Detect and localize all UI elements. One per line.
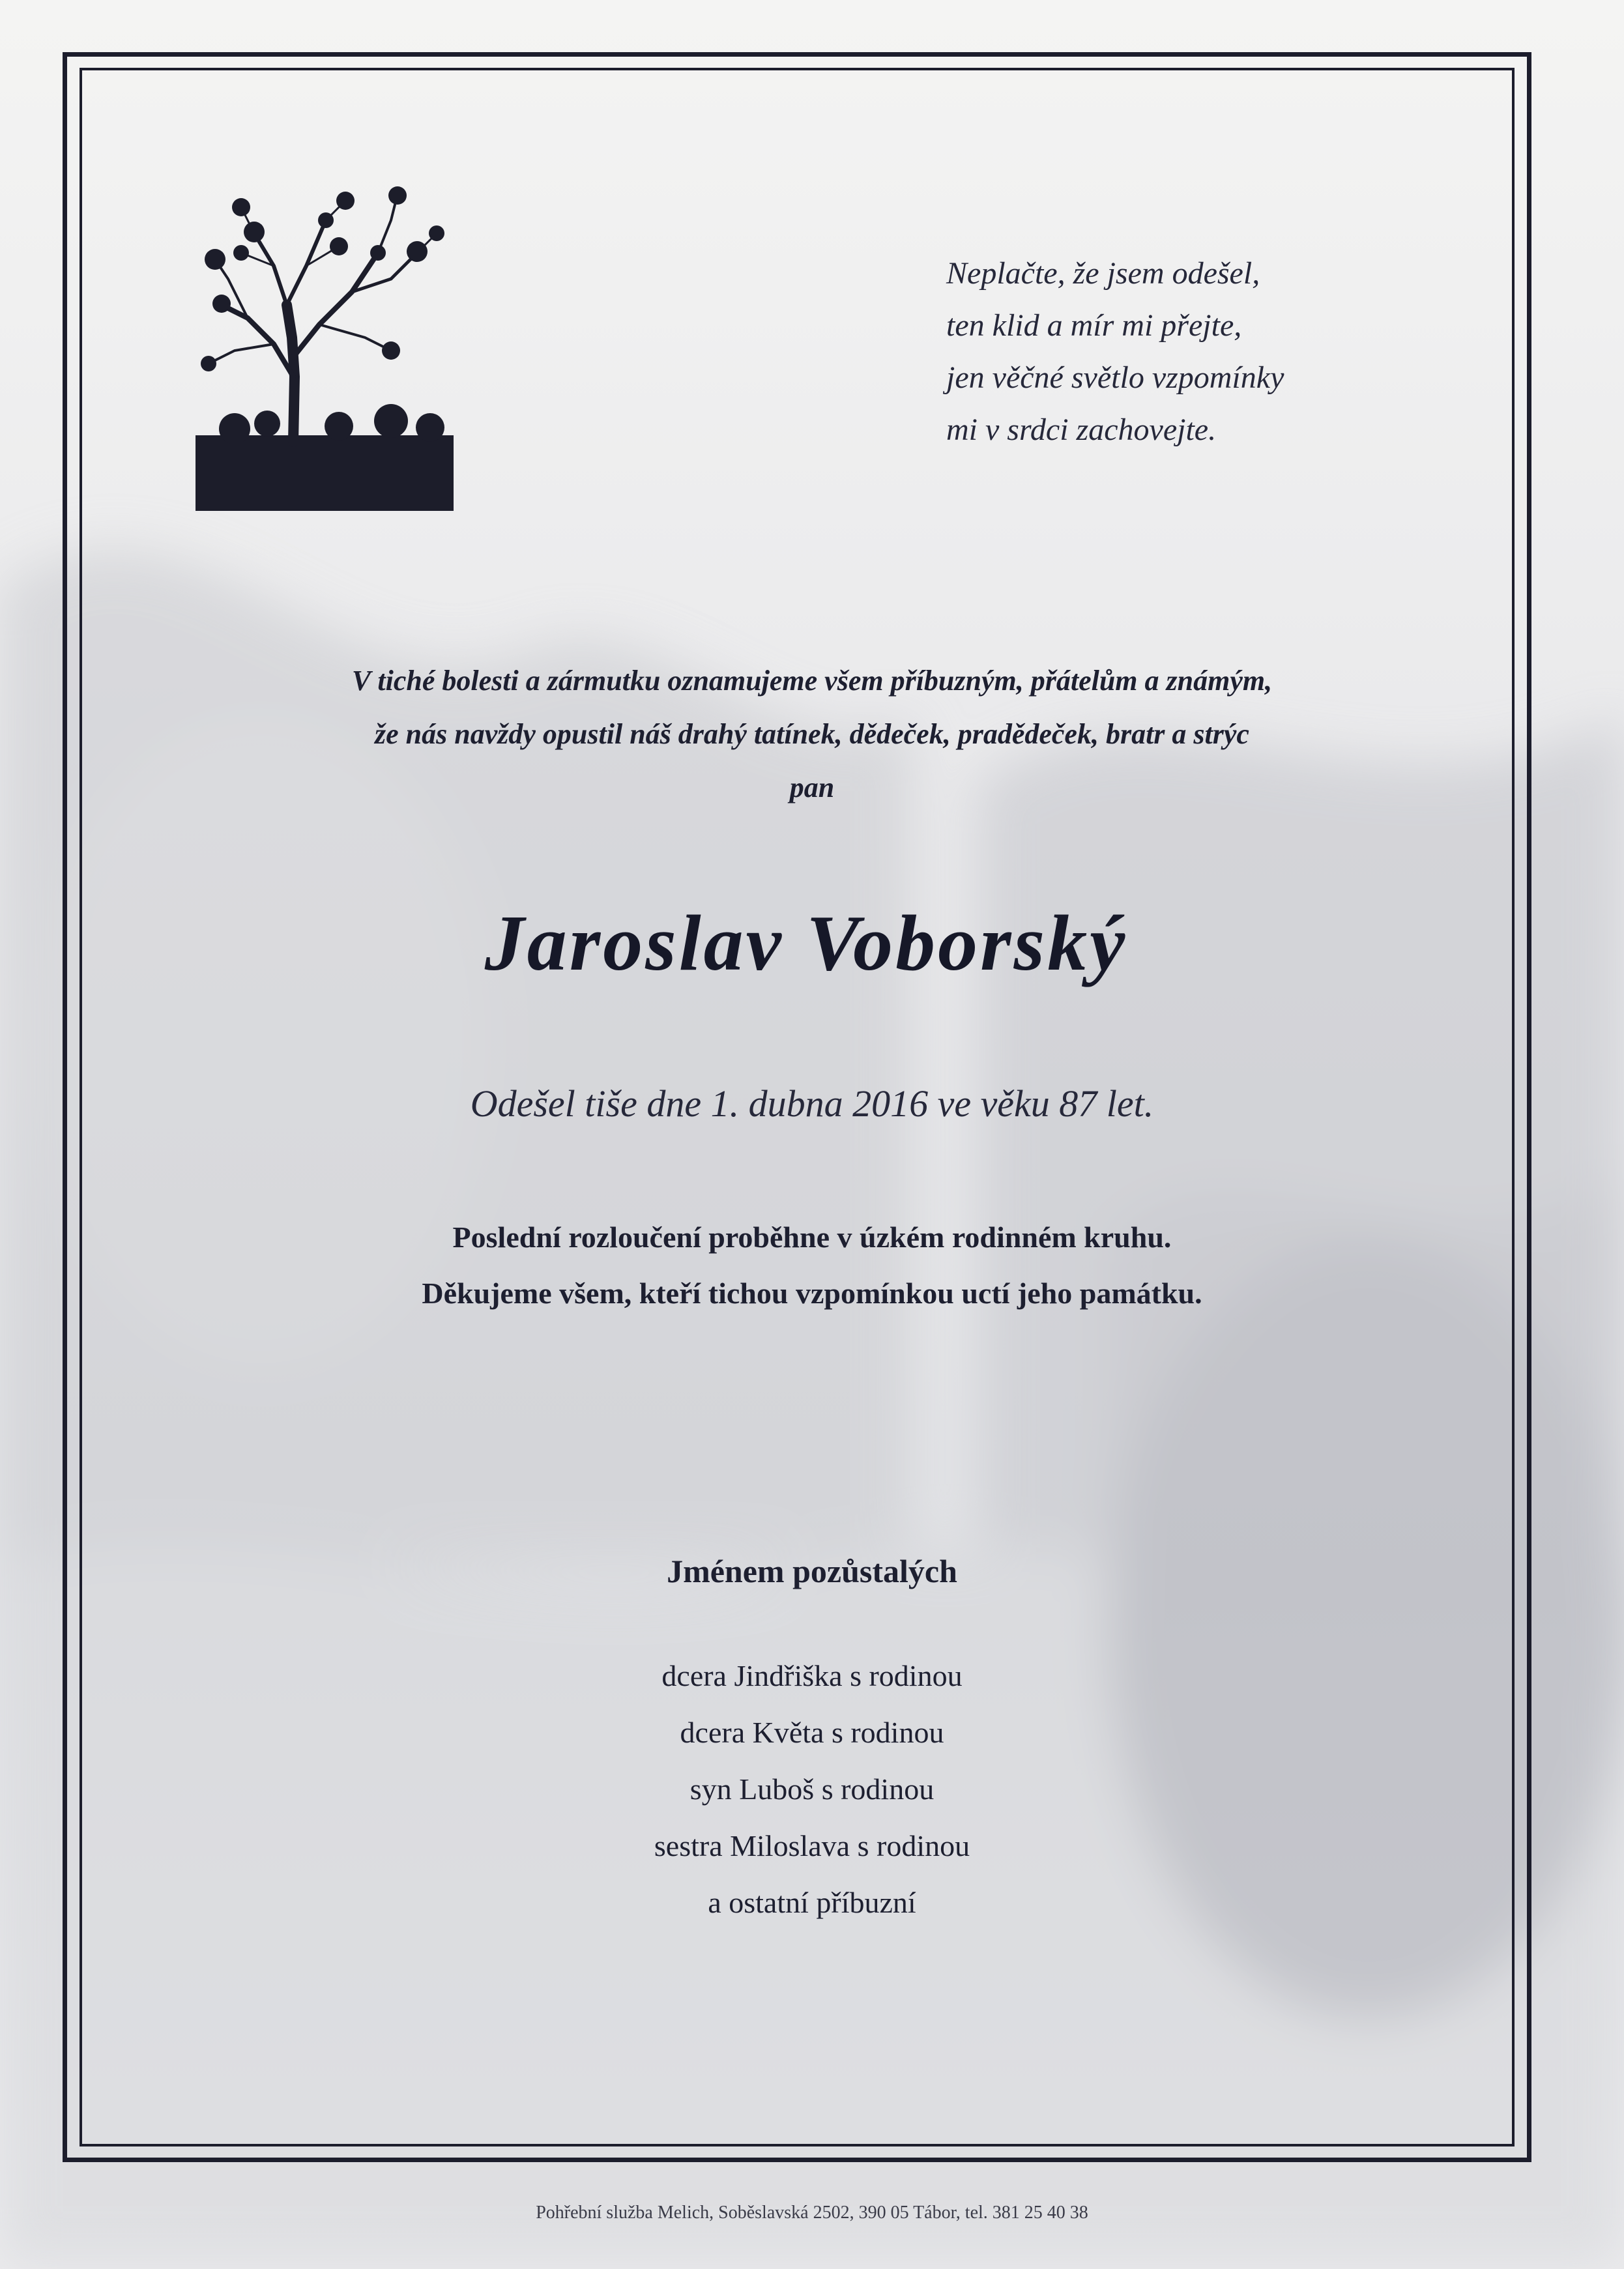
- mourner-item: a ostatní příbuzní: [708, 1886, 916, 1919]
- deceased-name: Jaroslav Voborský: [484, 899, 1128, 987]
- announcement-line: pan: [789, 772, 835, 803]
- announcement-line: že nás navždy opustil náš drahý tatínek, dědeček, pradědeček, bratr a strýc: [375, 718, 1249, 750]
- mourners-list: [0, 1647, 1624, 1931]
- mourners-heading: Jménem pozůstalých: [667, 1553, 957, 1589]
- poem: [946, 248, 1284, 456]
- poem-line: Neplačte, že jsem odešel,: [946, 256, 1260, 291]
- mourner-item: dcera Květa s rodinou: [680, 1716, 944, 1749]
- announcement-line: V tiché bolesti a zármutku oznamujeme všem příbuzným, přátelům a známým,: [351, 665, 1273, 697]
- farewell-line: Poslední rozloučení proběhne v úzkém rodinném kruhu.: [452, 1221, 1172, 1254]
- mourner-item: syn Luboš s rodinou: [689, 1772, 935, 1806]
- farewell-line: Děkujeme všem, kteří tichou vzpomínkou uctí jeho památku.: [422, 1277, 1202, 1310]
- death-notice: Odešel tiše dne 1. dubna 2016 ve věku 87 let.: [470, 1082, 1154, 1125]
- announcement: [0, 654, 1624, 815]
- poem-line: ten klid a mír mi přejte,: [946, 308, 1242, 343]
- farewell-text: [0, 1209, 1624, 1322]
- poem-line: mi v srdci zachovejte.: [946, 412, 1217, 447]
- mourner-item: dcera Jindřiška s rodinou: [661, 1659, 963, 1692]
- tree-silhouette-icon: [196, 181, 454, 511]
- funeral-service-footer: Pohřební služba Melich, Soběslavská 2502, 390 05 Tábor, tel. 381 25 40 38: [536, 2203, 1088, 2223]
- mourner-item: sestra Miloslava s rodinou: [654, 1829, 970, 1862]
- poem-line: jen věčné světlo vzpomínky: [946, 360, 1284, 395]
